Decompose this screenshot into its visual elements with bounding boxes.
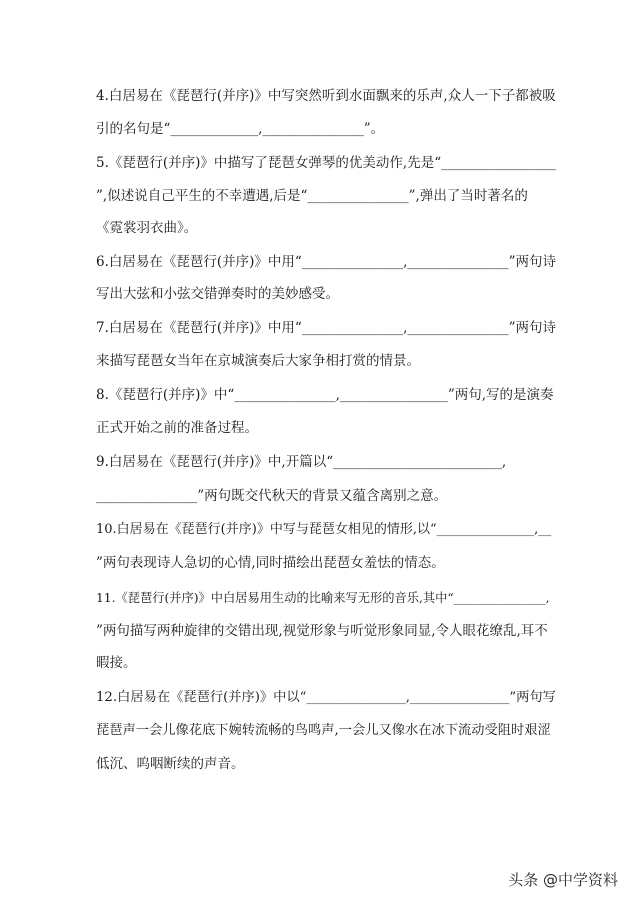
question-10-line-1: 10.白居易在《琵琶行(并序)》中写与琵琶女相见的情形,以“_______________,__: [96, 522, 552, 537]
question-12-line-1: 12.白居易在《琵琶行(并序)》中以“_______________,_______________”两句写: [96, 690, 556, 705]
question-4-line-2: 引的名句是“_____________,_______________”。: [96, 121, 385, 137]
question-8-line-1: 8.《琵琶行(并序)》中“_______________,________________”两句,写的是演奏: [96, 387, 554, 403]
question-11-line-1: 11.《琵琶行(并序)》中白居易用生动的比喻来写无形的音乐,其中“_______________,: [96, 591, 550, 605]
question-4-line-1: 4.白居易在《琵琶行(并序)》中写突然听到水面飘来的乐声,众人一下子都被吸: [96, 88, 556, 104]
question-6-line-1: 6.白居易在《琵琶行(并序)》中用“_______________,_______________”两句诗: [96, 254, 557, 270]
question-6-line-2: 写出大弦和小弦交错弹奏时的美妙感受。: [96, 286, 339, 302]
question-7-line-2: 来描写琵琶女当年在京城演奏后大家争相打赏的情景。: [96, 353, 420, 369]
question-9-line-2: _______________”两句既交代秋天的背景又蕴含离别之意。: [96, 488, 448, 504]
question-11-line-2: ”两句描写两种旋律的交错出现,视觉形象与听觉形象同显,令人眼花缭乱,耳不: [96, 623, 548, 639]
question-5-line-3: 《霓裳羽衣曲》。: [96, 220, 198, 236]
question-5-line-1: 5.《琵琶行(并序)》中描写了琵琶女弹琴的优美动作,先是“_________________: [96, 155, 556, 171]
watermark: 头条 @中学资料: [508, 871, 618, 889]
question-12-line-3: 低沉、呜咽断续的声音。: [96, 756, 245, 772]
question-7-line-1: 7.白居易在《琵琶行(并序)》中用“_______________,_______________”两句诗: [96, 320, 557, 336]
question-10-line-2: ”两句表现诗人急切的心情,同时描绘出琵琶女羞怯的情态。: [96, 555, 445, 571]
question-9-line-1: 9.白居易在《琵琶行(并序)》中,开篇以“_________________________,: [96, 454, 507, 470]
question-12-line-2: 琵琶声一会儿像花底下婉转流畅的鸟鸣声,一会儿又像水在冰下流动受阻时艰涩: [96, 723, 551, 738]
question-11-line-3: 暇接。: [96, 655, 137, 671]
question-5-line-2: ”,似述说自己平生的不幸遭遇,后是“_______________”,弹出了当时著名的: [96, 188, 528, 204]
question-8-line-2: 正式开始之前的准备过程。: [96, 420, 258, 436]
